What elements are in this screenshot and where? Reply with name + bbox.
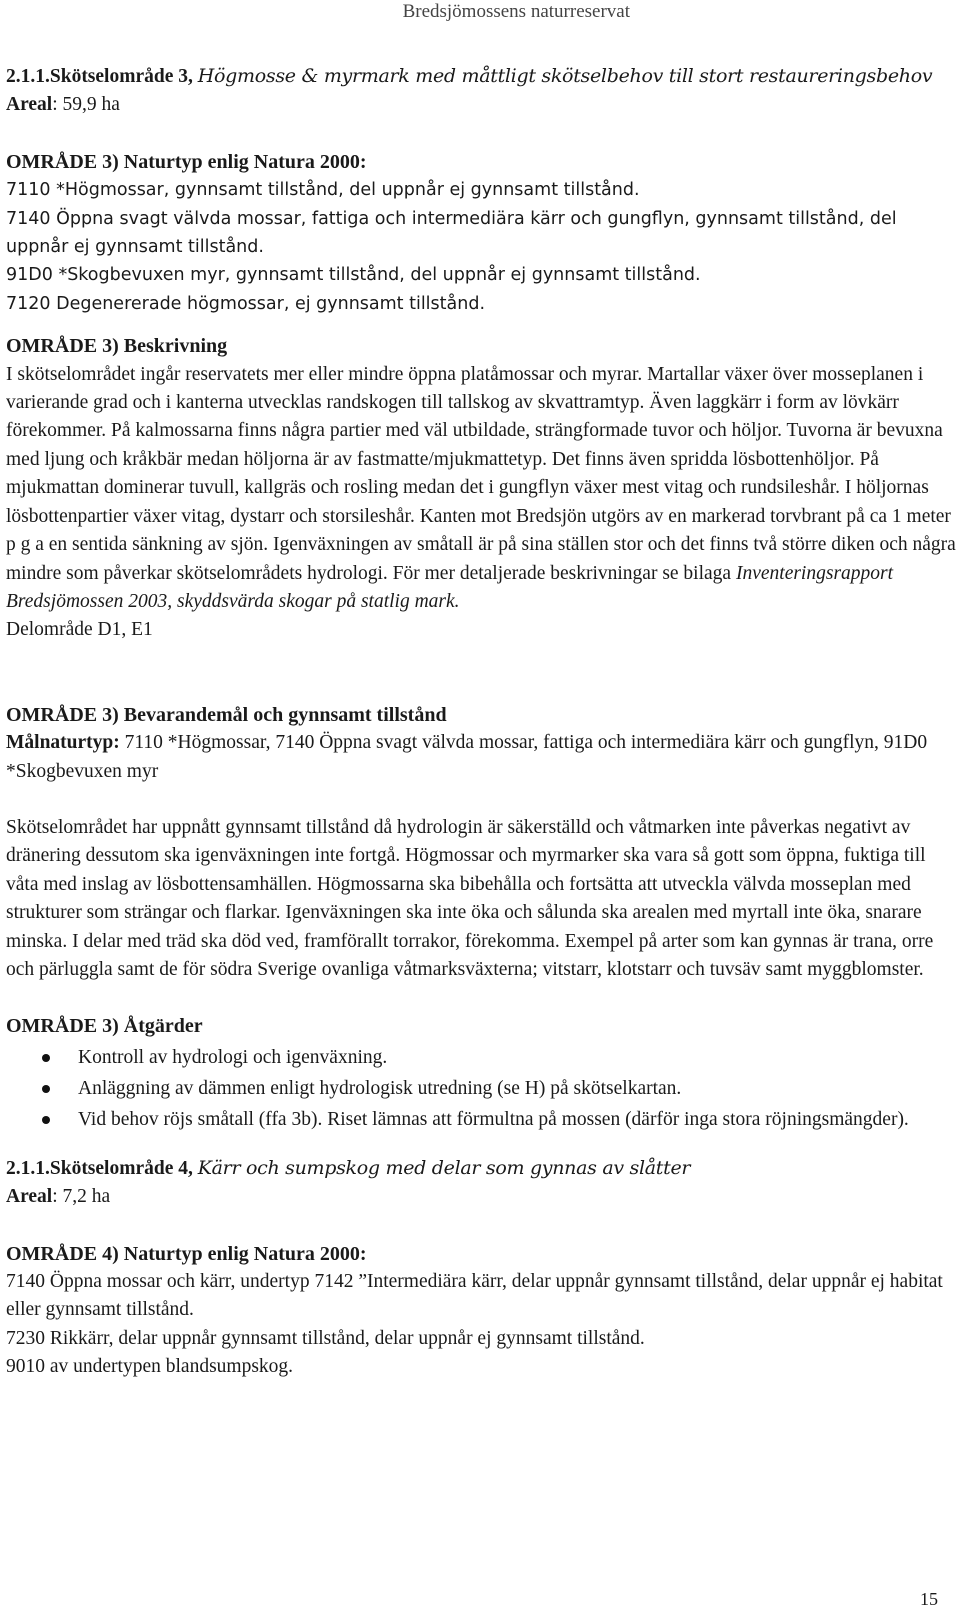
goal-paragraph: Skötselområdet har uppnått gynnsamt tillstånd då hydrologin är säkerställd och våtmarken inte påverkas negativt av dränering dessutom ska igenväxningen inte fortgå. Högmossar och myrmarker ska vara så gott som öppna, fuktiga till våta med inslag av lösbottensamhällen. Högmossarna ska bibehålla och fortsätta att utveckla välvda mosseplan med strukturer som strängar och flarkar. Igenväxningen ska inte öka och sålunda ska arealen med myrtall inte öka, snarare minska. I delar med träd ska död ved, framförallt torrakor, förekomma. Exempel på arter som kan gynnas är trana, orre och pärluggla samt de för södra Sverige ovanliga våtmarksväxterna; vitstarr, klotstarr och tuvsäv samt myggblomster. — [6, 816, 934, 980]
page-number: 15 — [920, 1589, 938, 1609]
areal-line — [6, 1183, 956, 1211]
appendix-reference: Inventeringsrapport Bredsjömossen 2003, skyddsvärda skogar på statlig mark. — [6, 562, 894, 612]
list-item: Vid behov röjs småtall (ffa 3b). Riset lämnas att förmultna på mossen (därför inga stora röjningsmängder). — [6, 1105, 956, 1134]
natura-line: 7110 *Högmossar, gynnsamt tillstånd, del uppnår ej gynnsamt tillstånd. — [6, 180, 640, 201]
actions-heading: OMRÅDE 3) Åtgärder — [6, 1015, 203, 1038]
running-header: Bredsjömossens naturreservat — [402, 1, 630, 22]
areal-line — [6, 91, 956, 119]
target-habitat-label: Målnaturtyp: — [6, 732, 120, 754]
description-text: I skötselområdet ingår reservatets mer eller mindre öppna platåmossar och myrar. Martallar växer över mosseplanen i varierande grad och i kanterna utvecklas randskogen till tallskog av skvattramtyp. Även laggkärr i form av lövkärr förekommer. På kalmossarna finns några partier med väl utbildade, strängformade tuvor och höljor. Tuvorna är bevuxna med ljung och kråkbär medan höljorna är av fastmatte/mjukmattetyp. Det finns även spridda lösbottenhöljor. På mjukmattan dominerar tuvull, kallgräs och rosling medan det i gungflyn växer mest vitag och rundsileshår. I höljornas lösbottenpartier växer vitag, dystarr och storsileshår. Kanten mot Bredsjön utgörs av en markerad torvbrant på ca 1 meter p g a en sentida sänkning av sjön. Igenväxningen av småtall är på sina ställen stor och det finns två större diken och några mindre som påverkar skötselområdets hydrologi. För mer detaljerade beskrivningar se bilaga — [6, 363, 956, 584]
areal-label: Areal — [6, 94, 53, 116]
description-heading: OMRÅDE 3) Beskrivning — [6, 335, 228, 358]
delomrade-line: Delområde D1, E1 — [6, 619, 153, 641]
document-body — [6, 62, 956, 1382]
section-title: Högmosse & myrmark med måttligt skötselbehov till stort restaureringsbehov — [197, 65, 933, 87]
list-item: Anläggning av dämmen enligt hydrologisk utredning (se H) på skötselkartan. — [6, 1074, 956, 1103]
natura-line: 91D0 *Skogbevuxen myr, gynnsamt tillstånd, del uppnår ej gynnsamt tillstånd. — [6, 265, 701, 286]
section-heading-area-4 — [6, 1154, 956, 1183]
section-number: 2.1.1.Skötselområde 3, — [6, 66, 198, 87]
actions-list — [6, 1043, 956, 1134]
natura-line: 7230 Rikkärr, delar uppnår gynnsamt tillstånd, delar uppnår ej gynnsamt tillstånd. — [6, 1327, 645, 1349]
target-habitat-line — [6, 729, 956, 786]
natura-line: 7120 Degenererade högmossar, ej gynnsamt tillstånd. — [6, 293, 486, 314]
bullet-icon — [42, 1116, 50, 1124]
goal-heading: OMRÅDE 3) Bevarandemål och gynnsamt tillstånd — [6, 703, 447, 726]
areal-value: : 59,9 ha — [52, 94, 120, 116]
list-item: Kontroll av hydrologi och igenväxning. — [6, 1043, 956, 1072]
section-heading-area-3 — [6, 62, 956, 91]
bullet-icon — [42, 1085, 50, 1093]
natura-line: 7140 Öppna mossar och kärr, undertyp 7142 ”Intermediära kärr, delar uppnår gynnsamt tillstånd, delar uppnår ej habitat eller gynnsamt tillstånd. — [6, 1271, 943, 1321]
natura-line: 7140 Öppna svagt välvda mossar, fattiga och intermediära kärr och gungflyn, gynnsamt tillstånd, del uppnår ej gynnsamt tillstånd. — [6, 208, 897, 258]
bullet-icon — [42, 1054, 50, 1062]
areal-value: : 7,2 ha — [52, 1186, 111, 1208]
natura-heading: OMRÅDE 4) Naturtyp enlig Natura 2000: — [6, 1242, 367, 1265]
section-title: Kärr och sumpskog med delar som gynnas av slåtter — [197, 1156, 691, 1179]
section-number: 2.1.1.Skötselområde 4, — [6, 1157, 198, 1179]
description-paragraph — [6, 361, 956, 617]
natura-line: 9010 av undertypen blandsumpskog. — [6, 1356, 294, 1378]
target-habitat-value: 7110 *Högmossar, 7140 Öppna svagt välvda mossar, fattiga och intermediära kärr och gungflyn, 91D0 *Skogbevuxen myr — [6, 732, 928, 782]
natura-heading: OMRÅDE 3) Naturtyp enlig Natura 2000: — [6, 150, 367, 173]
areal-label: Areal — [6, 1186, 53, 1208]
